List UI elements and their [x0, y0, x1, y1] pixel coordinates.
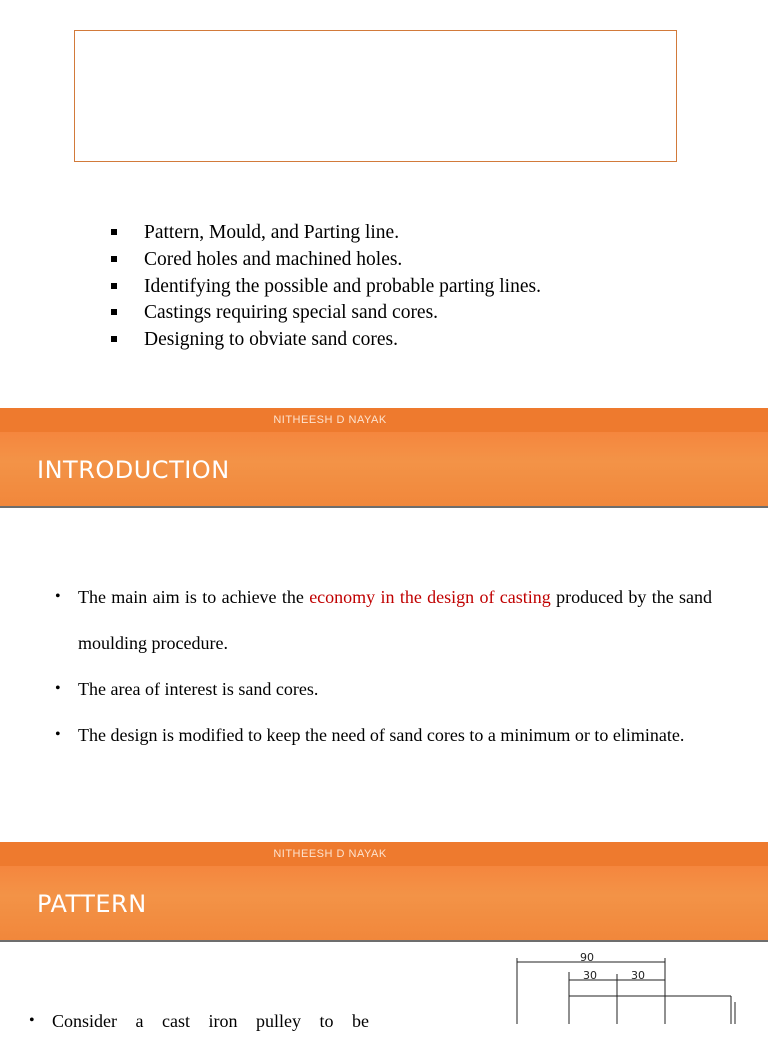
- dimension-label: 30: [583, 969, 597, 982]
- bullet-icon: •: [55, 726, 61, 743]
- square-bullet-icon: [111, 309, 117, 315]
- list-item: Designing to obviate sand cores.: [108, 327, 541, 354]
- list-item: • The main aim is to achieve the economy in the design of casting produced by the sand moulding procedure.: [52, 574, 712, 666]
- list-item: Cored holes and machined holes.: [108, 247, 541, 274]
- square-bullet-icon: [111, 336, 117, 342]
- section-header: [0, 432, 768, 506]
- pattern-list: [26, 998, 446, 1044]
- list-item: Identifying the possible and probable parting lines.: [108, 274, 541, 301]
- section-header: [0, 866, 768, 940]
- bullet-icon: •: [55, 680, 61, 697]
- bullet-icon: •: [29, 1012, 35, 1029]
- introduction-list: [52, 574, 712, 758]
- square-bullet-icon: [111, 283, 117, 289]
- contents-list: [108, 220, 541, 354]
- bullet-icon: •: [55, 588, 61, 605]
- section-title: INTRODUCTION: [37, 456, 230, 484]
- author-name: NITHEESH D NAYAK: [273, 848, 387, 860]
- list-item: Castings requiring special sand cores.: [108, 300, 541, 327]
- list-item: Pattern, Mould, and Parting line.: [108, 220, 541, 247]
- highlight-text: economy in the design of casting: [309, 587, 551, 607]
- slide-footer: [0, 408, 768, 432]
- author-name: NITHEESH D NAYAK: [273, 414, 387, 426]
- header-divider: [0, 940, 768, 942]
- square-bullet-icon: [111, 229, 117, 235]
- slide-contents: [0, 0, 768, 408]
- title-placeholder-box: [74, 30, 677, 162]
- pulley-drawing: [495, 950, 755, 1024]
- list-item: • The area of interest is sand cores.: [52, 666, 712, 712]
- header-divider: [0, 506, 768, 508]
- dimension-label: 30: [631, 969, 645, 982]
- square-bullet-icon: [111, 256, 117, 262]
- list-item: • Consider a cast iron pulley to be: [26, 998, 446, 1044]
- slide-footer: [0, 842, 768, 866]
- list-item: • The design is modified to keep the need of sand cores to a minimum or to eliminate.: [52, 712, 712, 758]
- dimension-label: 90: [580, 951, 594, 964]
- section-title: PATTERN: [37, 890, 147, 918]
